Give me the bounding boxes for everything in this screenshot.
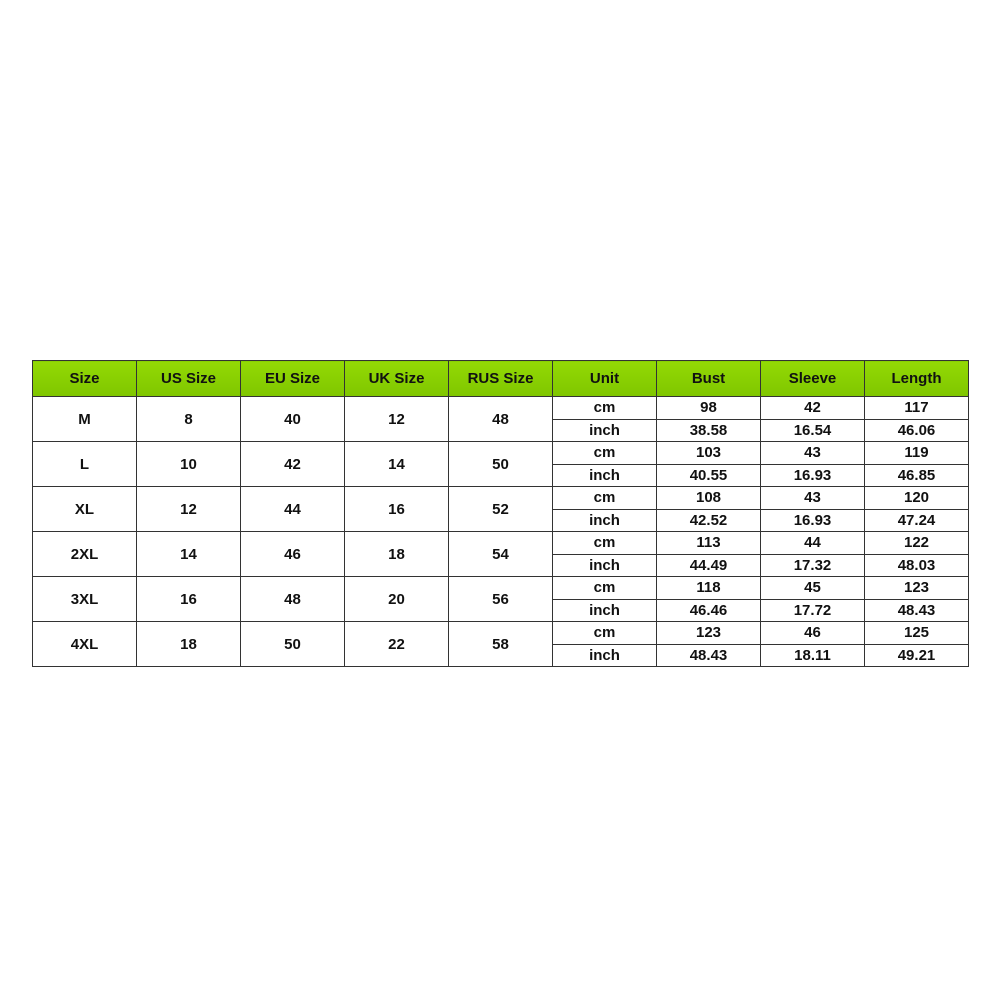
unit-cell: cm	[553, 397, 657, 420]
length-cell: 48.03	[865, 554, 969, 577]
header-length: Length	[865, 361, 969, 397]
uk-size-cell: 16	[345, 487, 449, 532]
us-size-cell: 16	[137, 577, 241, 622]
bust-cell: 103	[657, 442, 761, 465]
sleeve-cell: 44	[761, 532, 865, 555]
eu-size-cell: 44	[241, 487, 345, 532]
unit-cell: inch	[553, 419, 657, 442]
size-cell: L	[33, 442, 137, 487]
unit-cell: cm	[553, 487, 657, 510]
length-cell: 48.43	[865, 599, 969, 622]
sleeve-cell: 46	[761, 622, 865, 645]
header-eu-size: EU Size	[241, 361, 345, 397]
sleeve-cell: 43	[761, 442, 865, 465]
length-cell: 46.85	[865, 464, 969, 487]
sleeve-cell: 16.93	[761, 464, 865, 487]
rus-size-cell: 54	[449, 532, 553, 577]
rus-size-cell: 52	[449, 487, 553, 532]
length-cell: 122	[865, 532, 969, 555]
size-cell: 4XL	[33, 622, 137, 667]
sleeve-cell: 45	[761, 577, 865, 600]
unit-cell: inch	[553, 464, 657, 487]
bust-cell: 108	[657, 487, 761, 510]
size-cell: 2XL	[33, 532, 137, 577]
bust-cell: 98	[657, 397, 761, 420]
table-row	[33, 397, 969, 420]
rus-size-cell: 56	[449, 577, 553, 622]
eu-size-cell: 40	[241, 397, 345, 442]
sleeve-cell: 16.93	[761, 509, 865, 532]
length-cell: 119	[865, 442, 969, 465]
sleeve-cell: 18.11	[761, 644, 865, 667]
length-cell: 123	[865, 577, 969, 600]
sleeve-cell: 16.54	[761, 419, 865, 442]
uk-size-cell: 22	[345, 622, 449, 667]
uk-size-cell: 18	[345, 532, 449, 577]
unit-cell: cm	[553, 532, 657, 555]
size-cell: M	[33, 397, 137, 442]
unit-cell: inch	[553, 599, 657, 622]
size-cell: XL	[33, 487, 137, 532]
eu-size-cell: 48	[241, 577, 345, 622]
header-bust: Bust	[657, 361, 761, 397]
length-cell: 47.24	[865, 509, 969, 532]
table-row	[33, 442, 969, 465]
length-cell: 49.21	[865, 644, 969, 667]
rus-size-cell: 58	[449, 622, 553, 667]
us-size-cell: 18	[137, 622, 241, 667]
header-size: Size	[33, 361, 137, 397]
length-cell: 46.06	[865, 419, 969, 442]
bust-cell: 42.52	[657, 509, 761, 532]
bust-cell: 123	[657, 622, 761, 645]
bust-cell: 46.46	[657, 599, 761, 622]
table-body	[33, 397, 969, 667]
unit-cell: inch	[553, 644, 657, 667]
table-row	[33, 532, 969, 555]
rus-size-cell: 50	[449, 442, 553, 487]
header-row	[33, 361, 969, 397]
bust-cell: 38.58	[657, 419, 761, 442]
length-cell: 125	[865, 622, 969, 645]
length-cell: 117	[865, 397, 969, 420]
length-cell: 120	[865, 487, 969, 510]
us-size-cell: 10	[137, 442, 241, 487]
header-unit: Unit	[553, 361, 657, 397]
sleeve-cell: 43	[761, 487, 865, 510]
header-rus-size: RUS Size	[449, 361, 553, 397]
rus-size-cell: 48	[449, 397, 553, 442]
header-uk-size: UK Size	[345, 361, 449, 397]
size-cell: 3XL	[33, 577, 137, 622]
bust-cell: 118	[657, 577, 761, 600]
table-header	[33, 361, 969, 397]
header-sleeve: Sleeve	[761, 361, 865, 397]
bust-cell: 40.55	[657, 464, 761, 487]
unit-cell: cm	[553, 577, 657, 600]
unit-cell: inch	[553, 509, 657, 532]
unit-cell: cm	[553, 622, 657, 645]
header-us-size: US Size	[137, 361, 241, 397]
eu-size-cell: 42	[241, 442, 345, 487]
uk-size-cell: 14	[345, 442, 449, 487]
table-row	[33, 487, 969, 510]
sleeve-cell: 17.32	[761, 554, 865, 577]
size-chart-table	[32, 360, 969, 667]
table-row	[33, 622, 969, 645]
unit-cell: cm	[553, 442, 657, 465]
us-size-cell: 14	[137, 532, 241, 577]
eu-size-cell: 50	[241, 622, 345, 667]
uk-size-cell: 12	[345, 397, 449, 442]
bust-cell: 113	[657, 532, 761, 555]
table-row	[33, 577, 969, 600]
bust-cell: 48.43	[657, 644, 761, 667]
us-size-cell: 12	[137, 487, 241, 532]
us-size-cell: 8	[137, 397, 241, 442]
sleeve-cell: 17.72	[761, 599, 865, 622]
eu-size-cell: 46	[241, 532, 345, 577]
bust-cell: 44.49	[657, 554, 761, 577]
sleeve-cell: 42	[761, 397, 865, 420]
uk-size-cell: 20	[345, 577, 449, 622]
unit-cell: inch	[553, 554, 657, 577]
